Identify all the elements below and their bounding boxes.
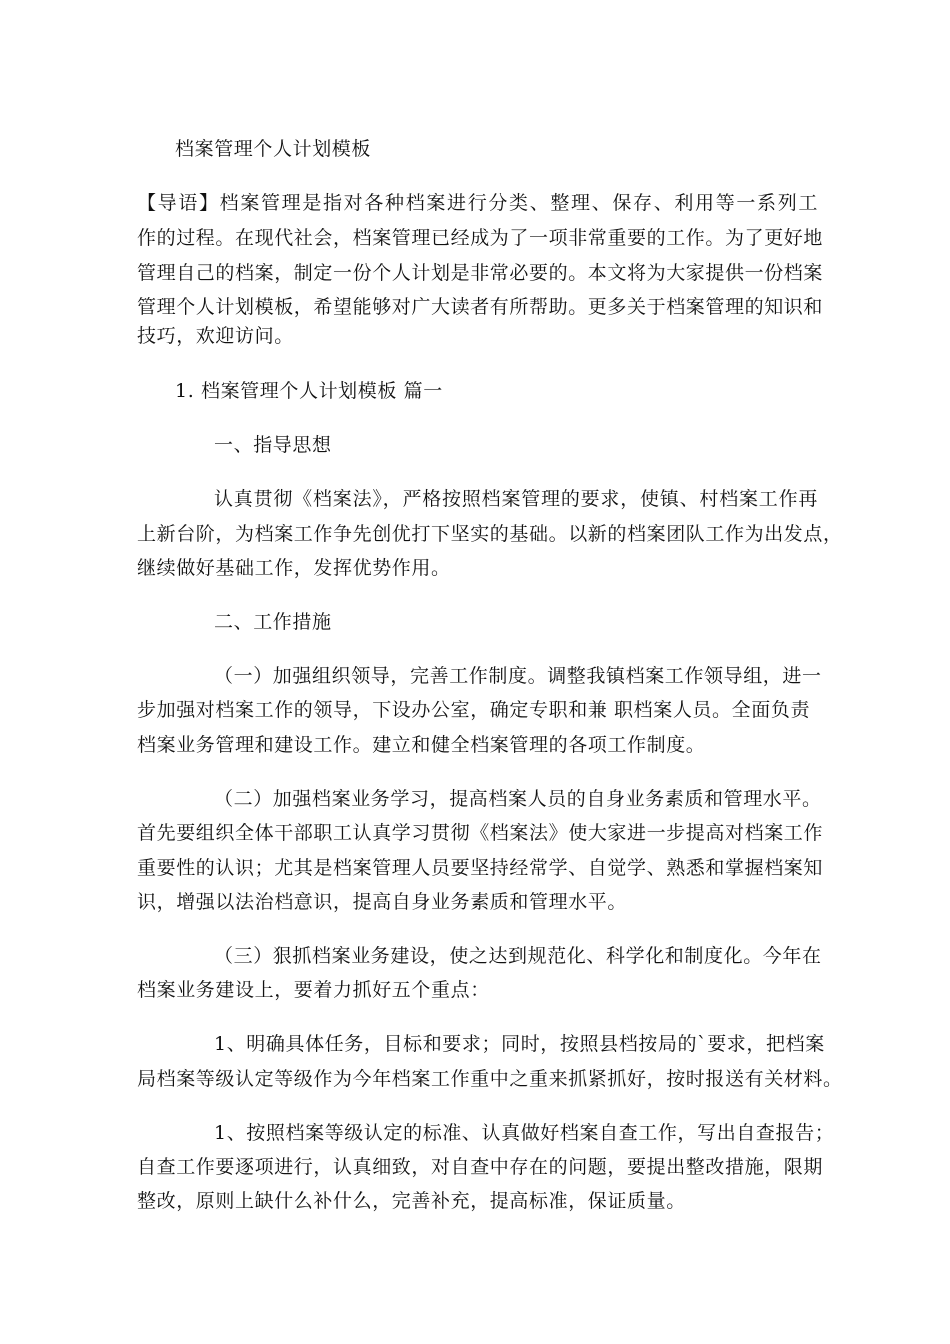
paragraph-line: 认真贯彻《档案法》，严格按照档案管理的要求，使镇、村档案工作再 bbox=[214, 488, 818, 510]
paragraph-line: 继续做好基础工作，发挥优势作用。 bbox=[137, 557, 451, 579]
heading-guiding-ideology: 一、指导思想 bbox=[214, 434, 332, 456]
section-heading: 1. 档案管理个人计划模板 篇一 bbox=[175, 380, 443, 402]
paragraph-line: 上新台阶，为档案工作争先创优打下坚实的基础。以新的档案团队工作为出发点， bbox=[137, 523, 843, 545]
paragraph-line: 整改，原则上缺什么补什么，完善补充，提高标准，保证质量。 bbox=[137, 1190, 686, 1212]
paragraph-line: （二）加强档案业务学习，提高档案人员的自身业务素质和管理水平。 bbox=[214, 788, 822, 810]
paragraph-line: 1、按照档案等级认定的标准、认真做好档案自查工作，写出自查报告； bbox=[214, 1122, 835, 1144]
intro-line: 管理个人计划模板，希望能够对广大读者有所帮助。更多关于档案管理的知识和 bbox=[137, 296, 824, 318]
intro-line: 【导语】档案管理是指对各种档案进行分类、整理、保存、利用等一系列工 bbox=[137, 192, 818, 214]
paragraph-line: 步加强对档案工作的领导，下设办公室，确定专职和兼 职档案人员。全面负责 bbox=[137, 699, 811, 721]
heading-work-measures: 二、工作措施 bbox=[214, 611, 332, 633]
intro-line: 管理自己的档案，制定一份个人计划是非常必要的。本文将为大家提供一份档案 bbox=[137, 262, 824, 284]
paragraph-line: 档案业务管理和建设工作。建立和健全档案管理的各项工作制度。 bbox=[137, 734, 706, 756]
paragraph-line: 1、明确具体任务，目标和要求；同时，按照县档按局的`要求，把档案 bbox=[214, 1033, 825, 1055]
document-title: 档案管理个人计划模板 bbox=[175, 138, 372, 160]
paragraph-line: 首先要组织全体干部职工认真学习贯彻《档案法》使大家进一步提高对档案工作 bbox=[137, 822, 824, 844]
paragraph-line: （三）狠抓档案业务建设，使之达到规范化、科学化和制度化。今年在 bbox=[214, 945, 822, 967]
paragraph-line: 档案业务建设上，要着力抓好五个重点： bbox=[137, 979, 490, 1001]
intro-line: 作的过程。在现代社会，档案管理已经成为了一项非常重要的工作。为了更好地 bbox=[137, 227, 824, 249]
paragraph-line: 重要性的认识；尤其是档案管理人员要坚持经常学、自觉学、熟悉和掌握档案知 bbox=[137, 857, 824, 879]
paragraph-line: 自查工作要逐项进行，认真细致，对自查中存在的问题，要提出整改措施，限期 bbox=[137, 1156, 824, 1178]
paragraph-line: （一）加强组织领导，完善工作制度。调整我镇档案工作领导组，进一 bbox=[214, 665, 822, 687]
paragraph-line: 局档案等级认定等级作为今年档案工作重中之重来抓紧抓好，按时报送有关材料。 bbox=[137, 1068, 843, 1090]
intro-line: 技巧，欢迎访问。 bbox=[137, 325, 294, 347]
paragraph-line: 识，增强以法治档意识，提高自身业务素质和管理水平。 bbox=[137, 891, 628, 913]
